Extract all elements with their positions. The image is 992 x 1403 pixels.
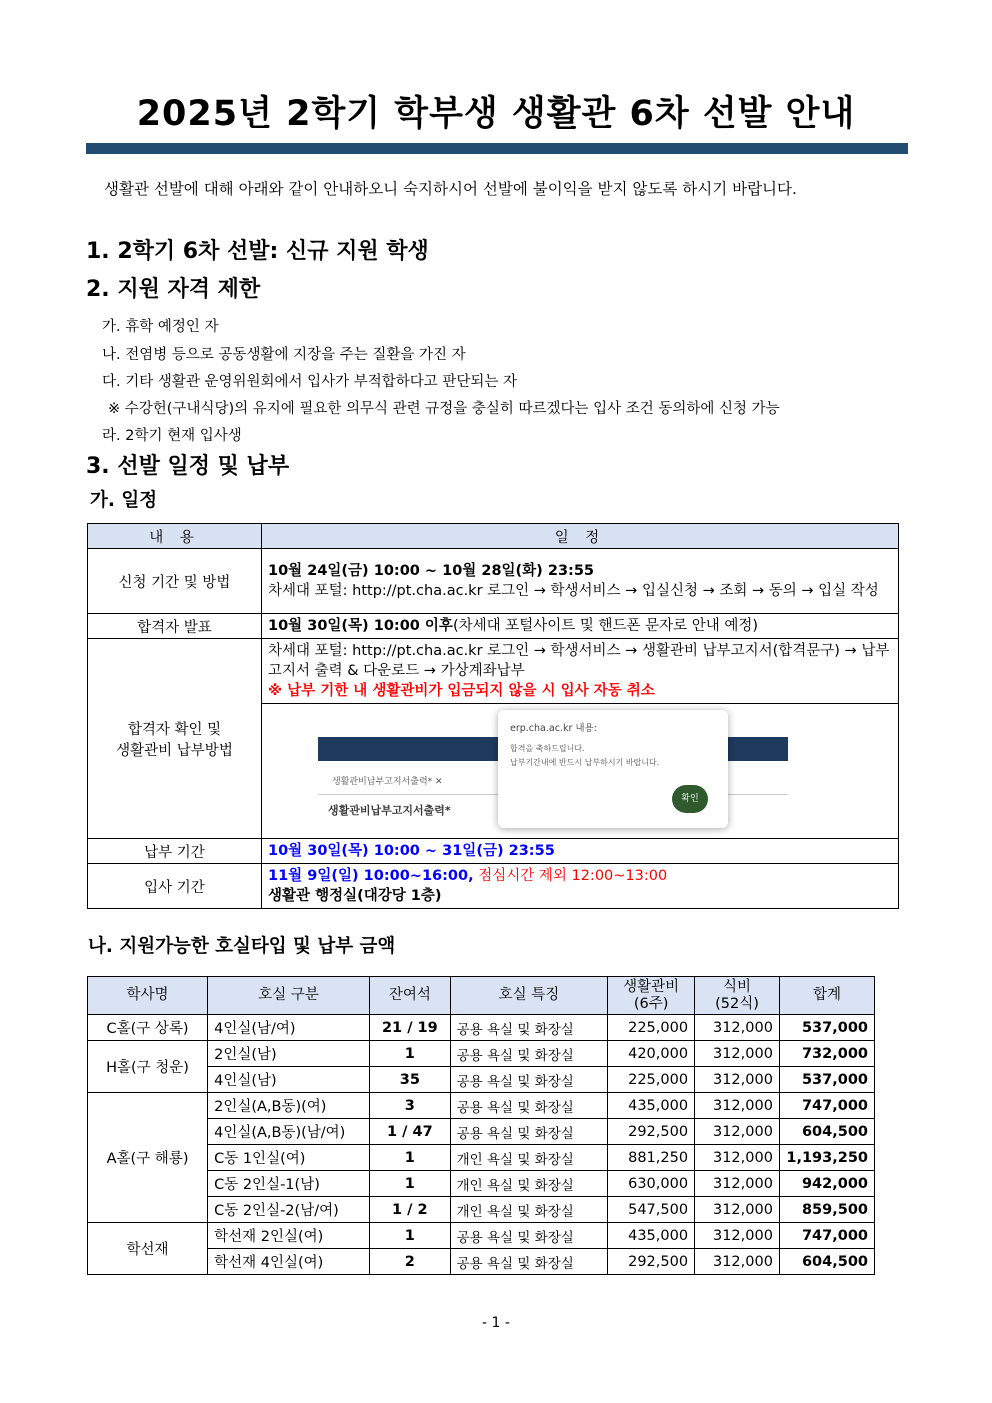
move-in-place: 생활관 행정실(대강당 1층): [268, 888, 442, 904]
room-fee: 547,500: [608, 1197, 695, 1223]
room-feature: 개인 욕실 및 화장실: [450, 1171, 608, 1197]
room-feature: 개인 욕실 및 화장실: [450, 1145, 608, 1171]
dialog-ok-button: 확인: [672, 785, 708, 813]
seats-left: 1: [370, 1041, 451, 1067]
schedule-subheading: 가. 일정: [90, 490, 158, 511]
seats-left: 1 / 47: [370, 1119, 451, 1145]
table-row: [88, 1015, 875, 1041]
fee-header-line1: 생활관비: [623, 978, 680, 995]
room-fee: 435,000: [608, 1093, 695, 1119]
meal-header-line1: 식비: [723, 978, 752, 995]
restriction-item: 다. 기타 생활관 운영위원회에서 입사가 부적합하다고 판단되는 자: [102, 374, 518, 390]
room-type: C동 2인실-1(남): [208, 1171, 370, 1197]
dialog-message: 납부기간내에 반드시 납부하시기 바랍니다.: [510, 758, 660, 767]
confirm-content: [262, 639, 899, 704]
confirm-label: [88, 639, 262, 839]
hall-name: C홀(구 상록): [88, 1015, 208, 1041]
portal-screenshot: [262, 704, 899, 839]
announce-date: 10월 30일(목) 10:00 이후: [268, 618, 453, 634]
room-feature: 공용 욕실 및 화장실: [450, 1223, 608, 1249]
room-type: C동 1인실(여): [208, 1145, 370, 1171]
schedule-table: [87, 523, 899, 909]
room-type: 2인실(남): [208, 1041, 370, 1067]
rooms-header-hall: 학사명: [88, 977, 208, 1015]
meal-fee: 312,000: [695, 1067, 780, 1093]
apply-content: [262, 549, 899, 614]
move-in-content: [262, 864, 899, 909]
dialog-message: 합격을 축하드립니다.: [510, 744, 585, 753]
announce-content: [262, 614, 899, 639]
meal-fee: 312,000: [695, 1145, 780, 1171]
announce-note: (차세대 포털사이트 및 핸드폰 문자로 안내 예정): [452, 618, 759, 634]
room-fee: 881,250: [608, 1145, 695, 1171]
total-fee: 942,000: [779, 1171, 874, 1197]
rooms-header-total: 합계: [779, 977, 874, 1015]
dialog-title: erp.cha.ac.kr 내용:: [510, 723, 597, 734]
section-2-heading: 2. 지원 자격 제한: [86, 277, 261, 302]
pay-label: 납부 기간: [88, 839, 262, 864]
total-fee: 1,193,250: [779, 1145, 874, 1171]
meal-fee: 312,000: [695, 1015, 780, 1041]
intro-text: 생활관 선발에 대해 아래와 같이 안내하오니 숙지하시어 선발에 불이익을 받지 않도록 하시기 바랍니다.: [104, 180, 797, 198]
seats-left: 35: [370, 1067, 451, 1093]
seats-left: 1: [370, 1145, 451, 1171]
apply-period: 10월 24일(금) 10:00 ~ 10월 28일(화) 23:55: [268, 563, 595, 579]
table-row: [88, 1041, 875, 1067]
total-fee: 604,500: [779, 1119, 874, 1145]
total-fee: 747,000: [779, 1223, 874, 1249]
room-type: 학선재 4인실(여): [208, 1249, 370, 1275]
announce-label: 합격자 발표: [88, 614, 262, 639]
rooms-header-meal: [695, 977, 780, 1015]
room-type: 4인실(남/여): [208, 1015, 370, 1041]
rooms-subheading: 나. 지원가능한 호실타입 및 납부 금액: [88, 936, 396, 957]
seats-left: 3: [370, 1093, 451, 1119]
pay-period: 10월 30일(목) 10:00 ~ 31일(금) 23:55: [262, 839, 899, 864]
table-row: [88, 1093, 875, 1119]
title-divider: [86, 143, 908, 154]
total-fee: 604,500: [779, 1249, 874, 1275]
meal-fee: 312,000: [695, 1197, 780, 1223]
section-1-heading: 1. 2학기 6차 선발: 신규 지원 학생: [86, 239, 429, 264]
rooms-header-fee: [608, 977, 695, 1015]
room-feature: 공용 욕실 및 화장실: [450, 1041, 608, 1067]
total-fee: 732,000: [779, 1041, 874, 1067]
room-type: 4인실(A,B동)(남/여): [208, 1119, 370, 1145]
meal-fee: 312,000: [695, 1119, 780, 1145]
fee-header-line2: (6주): [633, 995, 669, 1012]
room-fee: 225,000: [608, 1067, 695, 1093]
room-feature: 공용 욕실 및 화장실: [450, 1015, 608, 1041]
seats-left: 1: [370, 1223, 451, 1249]
meal-fee: 312,000: [695, 1171, 780, 1197]
total-fee: 859,500: [779, 1197, 874, 1223]
seats-left: 21 / 19: [370, 1015, 451, 1041]
seats-left: 2: [370, 1249, 451, 1275]
hall-name: A홀(구 해룡): [88, 1093, 208, 1223]
move-in-label: 입사 기간: [88, 864, 262, 909]
room-feature: 공용 욕실 및 화장실: [450, 1249, 608, 1275]
meal-fee: 312,000: [695, 1093, 780, 1119]
room-fee: 292,500: [608, 1249, 695, 1275]
room-fee: 292,500: [608, 1119, 695, 1145]
room-type: 2인실(A,B동)(여): [208, 1093, 370, 1119]
room-feature: 개인 욕실 및 화장실: [450, 1197, 608, 1223]
restriction-item: 가. 휴학 예정인 자: [102, 319, 219, 335]
room-type: C동 2인실-2(남/여): [208, 1197, 370, 1223]
table-row: [88, 1223, 875, 1249]
meal-fee: 312,000: [695, 1223, 780, 1249]
page-title: 2025년 2학기 학부생 생활관 6차 선발 안내: [136, 94, 856, 134]
room-fee: 225,000: [608, 1015, 695, 1041]
seats-left: 1 / 2: [370, 1197, 451, 1223]
restriction-item: 나. 전염병 등으로 공동생활에 지장을 주는 질환을 가진 자: [102, 347, 466, 363]
apply-method: 차세대 포털: http://pt.cha.ac.kr 로그인 → 학생서비스 → 입실신청 → 조회 → 동의 → 입실 작성: [268, 583, 879, 599]
move-in-time: 11월 9일(일) 10:00~16:00,: [268, 868, 474, 884]
room-type: 4인실(남): [208, 1067, 370, 1093]
seats-left: 1: [370, 1171, 451, 1197]
portal-heading: 생활관비납부고지서출력*: [328, 804, 451, 817]
rooms-header-seats: 잔여석: [370, 977, 451, 1015]
confirm-label-line1: 합격자 확인 및: [127, 721, 222, 738]
schedule-header-date: 일 정: [262, 524, 899, 549]
meal-header-line2: (52식): [715, 995, 759, 1012]
apply-label: 신청 기간 및 방법: [88, 549, 262, 614]
move-in-lunch: 점심시간 제외 12:00~13:00: [473, 868, 668, 884]
room-type: 학선재 2인실(여): [208, 1223, 370, 1249]
room-fee: 420,000: [608, 1041, 695, 1067]
meal-fee: 312,000: [695, 1041, 780, 1067]
schedule-header-content: 내 용: [88, 524, 262, 549]
confirm-label-line2: 생활관비 납부방법: [116, 742, 233, 759]
room-fee: 435,000: [608, 1223, 695, 1249]
rooms-table: [87, 976, 875, 1275]
room-feature: 공용 욕실 및 화장실: [450, 1093, 608, 1119]
restriction-item: 라. 2학기 현재 입사생: [102, 428, 242, 444]
restriction-note: ※ 수강헌(구내식당)의 유지에 필요한 의무식 관련 규정을 충실히 따르겠다는 입사 조건 동의하에 신청 가능: [108, 401, 780, 417]
room-fee: 630,000: [608, 1171, 695, 1197]
hall-name: H홀(구 청운): [88, 1041, 208, 1093]
total-fee: 537,000: [779, 1067, 874, 1093]
total-fee: 747,000: [779, 1093, 874, 1119]
page-number: - 1 -: [482, 1315, 510, 1331]
section-3-heading: 3. 선발 일정 및 납부: [86, 454, 290, 479]
rooms-header-type: 호실 구분: [208, 977, 370, 1015]
confirm-warning: ※ 납부 기한 내 생활관비가 입금되지 않을 시 입사 자동 취소: [268, 683, 655, 699]
room-feature: 공용 욕실 및 화장실: [450, 1067, 608, 1093]
alert-dialog: [498, 710, 728, 828]
portal-tab: 생활관비납부고지서출력* ✕: [332, 777, 443, 787]
hall-name: 학선재: [88, 1223, 208, 1275]
meal-fee: 312,000: [695, 1249, 780, 1275]
rooms-header-feature: 호실 특징: [450, 977, 608, 1015]
confirm-method: 차세대 포털: http://pt.cha.ac.kr 로그인 → 학생서비스 → 생활관비 납부고지서(합격문구) → 납부고지서 출력 & 다운로드 → 가상계좌납부: [268, 643, 890, 679]
total-fee: 537,000: [779, 1015, 874, 1041]
room-feature: 공용 욕실 및 화장실: [450, 1119, 608, 1145]
